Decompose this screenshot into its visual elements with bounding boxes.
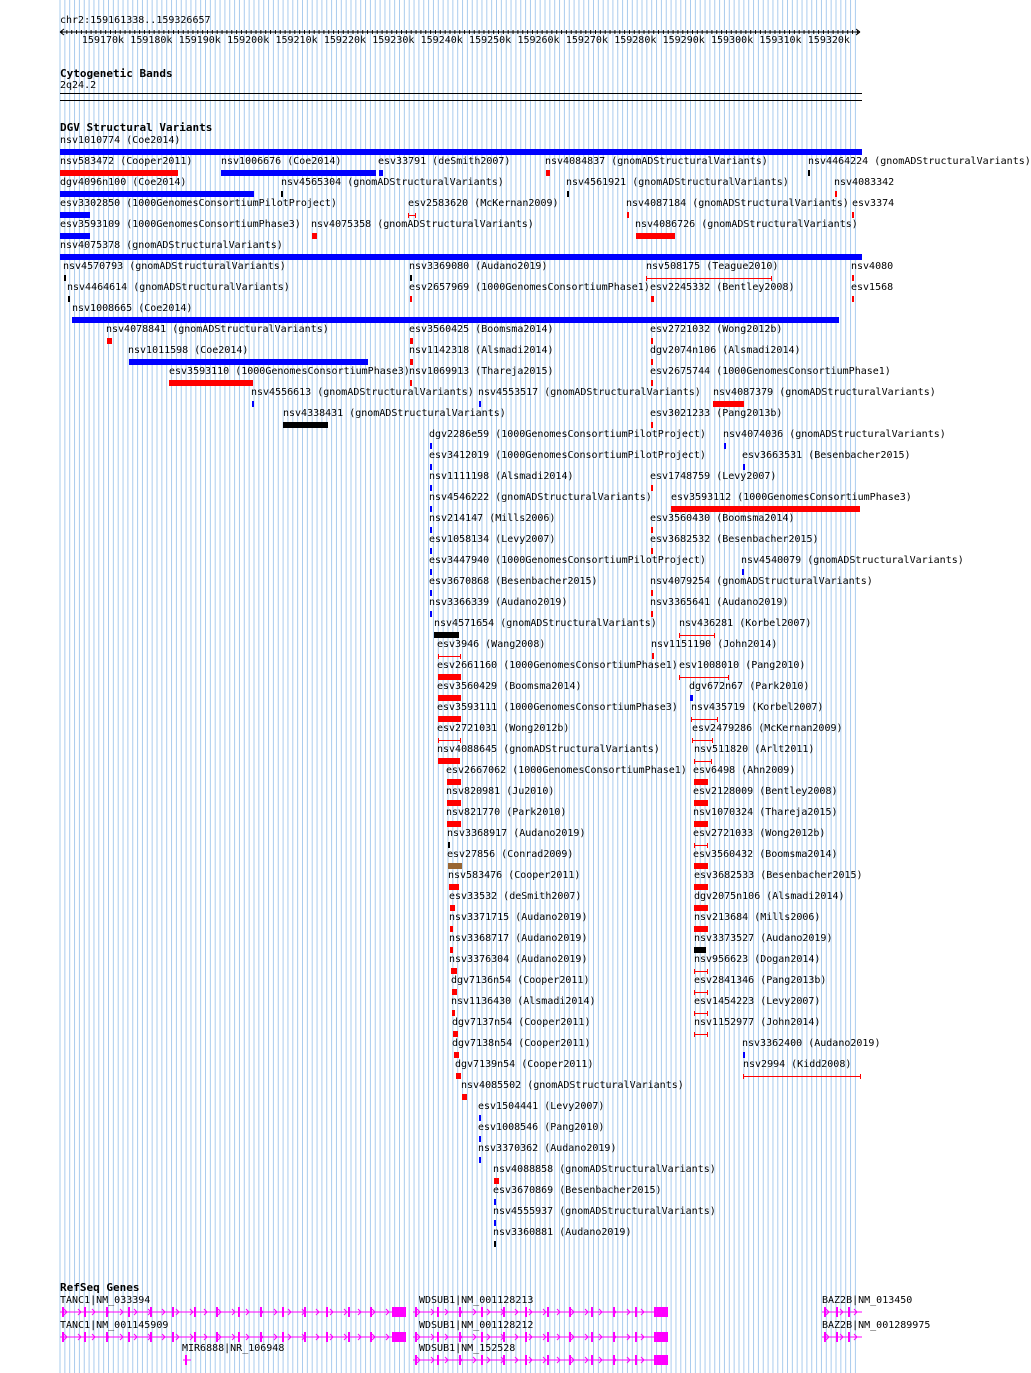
variant-label[interactable]: nsv3368717 (Audano2019) xyxy=(449,933,588,944)
variant-label[interactable]: esv1008546 (Pang2010) xyxy=(478,1122,605,1133)
variant-label[interactable]: esv3021233 (Pang2013b) xyxy=(650,408,783,419)
variant-label[interactable]: nsv1011598 (Coe2014) xyxy=(128,345,249,356)
variant-bar[interactable] xyxy=(410,296,412,302)
variant-bar[interactable] xyxy=(60,191,254,197)
variant-bar[interactable] xyxy=(430,485,432,491)
ruler-tick-label: 159300k xyxy=(711,35,754,46)
variant-label[interactable]: esv3593112 (1000GenomesConsortiumPhase3) xyxy=(671,492,912,503)
variant-label[interactable]: esv1568 xyxy=(851,282,894,293)
variant-label[interactable]: nsv4074036 (gnomADStructuralVariants) xyxy=(723,429,946,440)
variant-label[interactable]: nsv4561921 (gnomADStructuralVariants) xyxy=(566,177,789,188)
variant-bar[interactable] xyxy=(651,611,653,617)
variant-label[interactable]: nsv4083342 xyxy=(834,177,895,188)
ruler-tick-label: 159210k xyxy=(275,35,318,46)
variant-bar[interactable] xyxy=(646,276,772,281)
variant-bar[interactable] xyxy=(627,212,629,218)
variant-label[interactable]: nsv1008665 (Coe2014) xyxy=(72,303,193,314)
coordinate-label: chr2:159161338..159326657 xyxy=(60,15,211,26)
variant-label[interactable]: esv3560425 (Boomsma2014) xyxy=(409,324,554,335)
variant-bar[interactable] xyxy=(808,170,810,176)
gene-model[interactable] xyxy=(822,1306,862,1318)
variant-bar[interactable] xyxy=(438,716,461,722)
variant-label[interactable]: nsv3369080 (Audano2019) xyxy=(409,261,548,272)
variant-label[interactable]: nsv511820 (Arlt2011) xyxy=(694,744,815,755)
variant-label[interactable]: nsv4555937 (gnomADStructuralVariants) xyxy=(493,1206,716,1217)
variant-bar[interactable] xyxy=(494,1199,496,1205)
variant-bar[interactable] xyxy=(430,506,432,512)
gene-model[interactable] xyxy=(60,1331,406,1343)
variant-bar[interactable] xyxy=(450,926,453,932)
variant-bar[interactable] xyxy=(410,359,413,365)
variant-bar[interactable] xyxy=(447,779,461,785)
variant-label[interactable]: esv1058134 (Levy2007) xyxy=(429,534,556,545)
variant-label[interactable]: nsv583476 (Cooper2011) xyxy=(448,870,581,881)
variant-bar[interactable] xyxy=(743,464,745,470)
variant-label[interactable]: esv3374 xyxy=(852,198,895,209)
variant-label[interactable]: nsv821770 (Park2010) xyxy=(446,807,567,818)
ruler-tick-label: 159310k xyxy=(759,35,802,46)
gene-label[interactable]: TANC1|NM_033394 xyxy=(60,1295,151,1306)
variant-label[interactable]: nsv436281 (Korbel2007) xyxy=(679,618,812,629)
variant-label[interactable]: esv2245332 (Bentley2008) xyxy=(650,282,795,293)
variant-bar[interactable] xyxy=(430,443,432,449)
variant-label[interactable]: esv3593110 (1000GenomesConsortiumPhase3) xyxy=(169,366,410,377)
variant-label[interactable]: nsv3370362 (Audano2019) xyxy=(478,1143,617,1154)
variant-bar[interactable] xyxy=(221,170,376,176)
variant-bar[interactable] xyxy=(494,1178,499,1184)
variant-bar[interactable] xyxy=(651,380,653,386)
variant-label[interactable]: esv3682532 (Besenbacher2015) xyxy=(650,534,819,545)
variant-bar[interactable] xyxy=(454,1052,459,1058)
variant-label[interactable]: esv2667062 (1000GenomesConsortiumPhase1) xyxy=(446,765,687,776)
gene-model[interactable] xyxy=(60,1306,406,1318)
ruler-tick-label: 159190k xyxy=(178,35,221,46)
variant-label[interactable]: esv1008010 (Pang2010) xyxy=(679,660,806,671)
variant-bar[interactable] xyxy=(651,338,653,344)
variant-bar[interactable] xyxy=(438,654,461,659)
variant-label[interactable]: nsv4546222 (gnomADStructuralVariants) xyxy=(429,492,652,503)
variant-label[interactable]: nsv4570793 (gnomADStructuralVariants) xyxy=(63,261,286,272)
variant-label[interactable]: esv2583620 (McKernan2009) xyxy=(408,198,559,209)
ruler-tick-label: 159270k xyxy=(565,35,608,46)
variant-bar[interactable] xyxy=(448,842,450,848)
variant-bar[interactable] xyxy=(694,800,708,806)
variant-label[interactable]: esv33791 (deSmith2007) xyxy=(378,156,511,167)
variant-bar[interactable] xyxy=(651,359,653,365)
variant-bar[interactable] xyxy=(694,905,708,911)
variant-bar[interactable] xyxy=(438,758,460,764)
variant-label[interactable]: esv1504441 (Levy2007) xyxy=(478,1101,605,1112)
variant-bar[interactable] xyxy=(852,212,854,218)
variant-bar[interactable] xyxy=(430,527,432,533)
variant-label[interactable]: nsv4088858 (gnomADStructuralVariants) xyxy=(493,1164,716,1175)
variant-label[interactable]: nsv820981 (Ju2010) xyxy=(446,786,555,797)
variant-bar[interactable] xyxy=(694,821,708,827)
variant-bar[interactable] xyxy=(479,1136,481,1142)
variant-label[interactable]: esv3663531 (Besenbacher2015) xyxy=(742,450,911,461)
variant-bar[interactable] xyxy=(679,633,715,638)
ruler-tick-label: 159180k xyxy=(130,35,173,46)
variant-label[interactable]: nsv4075378 (gnomADStructuralVariants) xyxy=(60,240,283,251)
variant-label[interactable]: dgv4096n100 (Coe2014) xyxy=(60,177,187,188)
variant-bar[interactable] xyxy=(452,1010,455,1016)
variant-bar[interactable] xyxy=(450,905,455,911)
variant-label[interactable]: nsv435719 (Korbel2007) xyxy=(691,702,824,713)
variant-label[interactable]: dgv2075n106 (Alsmadi2014) xyxy=(694,891,845,902)
variant-bar[interactable] xyxy=(60,149,862,155)
variant-bar[interactable] xyxy=(651,548,653,554)
variant-label[interactable]: esv2675744 (1000GenomesConsortiumPhase1) xyxy=(650,366,891,377)
track-divider xyxy=(60,100,862,101)
variant-label[interactable]: dgv2286e59 (1000GenomesConsortiumPilotProject) xyxy=(429,429,706,440)
variant-label[interactable]: dgv2074n106 (Alsmadi2014) xyxy=(650,345,801,356)
cytoband-track-title: Cytogenetic Bands xyxy=(60,67,173,80)
variant-bar[interactable] xyxy=(451,968,457,974)
gene-label[interactable]: WDSUB1|NM_001128212 xyxy=(419,1320,534,1331)
variant-label[interactable]: esv3682533 (Besenbacher2015) xyxy=(694,870,863,881)
variant-label[interactable]: nsv583472 (Cooper2011) xyxy=(60,156,193,167)
variant-label[interactable]: nsv4086726 (gnomADStructuralVariants) xyxy=(635,219,858,230)
variant-label[interactable]: esv2661160 (1000GenomesConsortiumPhase1) xyxy=(437,660,678,671)
variant-label[interactable]: esv2657969 (1000GenomesConsortiumPhase1) xyxy=(409,282,650,293)
variant-label[interactable]: esv27856 (Conrad2009) xyxy=(447,849,574,860)
variant-label[interactable]: nsv4080 xyxy=(851,261,894,272)
variant-bar[interactable] xyxy=(438,738,461,743)
ruler-tick-label: 159280k xyxy=(614,35,657,46)
variant-bar[interactable] xyxy=(410,275,412,281)
variant-bar[interactable] xyxy=(447,821,461,827)
variant-label[interactable]: esv3447940 (1000GenomesConsortiumPilotProject) xyxy=(429,555,706,566)
variant-bar[interactable] xyxy=(694,779,708,785)
variant-bar[interactable] xyxy=(438,674,461,680)
variant-label[interactable]: nsv4553517 (gnomADStructuralVariants) xyxy=(478,387,701,398)
variant-label[interactable]: esv3593109 (1000GenomesConsortiumPhase3) xyxy=(60,219,301,230)
variant-bar[interactable] xyxy=(691,717,718,722)
variant-bar[interactable] xyxy=(692,738,713,743)
variant-bar[interactable] xyxy=(68,296,70,302)
ruler-tick-label: 159220k xyxy=(323,35,367,46)
variant-label[interactable]: nsv3376304 (Audano2019) xyxy=(449,954,588,965)
variant-bar[interactable] xyxy=(694,969,708,974)
variant-label[interactable]: nsv508175 (Teague2010) xyxy=(646,261,779,272)
variant-bar[interactable] xyxy=(724,443,726,449)
variant-label[interactable]: nsv4087379 (gnomADStructuralVariants) xyxy=(713,387,936,398)
variant-bar[interactable] xyxy=(169,380,253,386)
variant-bar[interactable] xyxy=(651,485,653,491)
variant-label[interactable]: dgv7136n54 (Cooper2011) xyxy=(451,975,590,986)
variant-bar[interactable] xyxy=(546,170,550,176)
variant-label[interactable]: esv2479286 (McKernan2009) xyxy=(692,723,843,734)
variant-bar[interactable] xyxy=(651,590,653,596)
gene-model[interactable] xyxy=(413,1306,668,1318)
variant-bar[interactable] xyxy=(694,759,712,764)
variant-label[interactable]: nsv1136430 (Alsmadi2014) xyxy=(451,996,596,1007)
variant-label[interactable]: nsv3360881 (Audano2019) xyxy=(493,1227,632,1238)
variant-label[interactable]: nsv4464224 (gnomADStructuralVariants) xyxy=(808,156,1031,167)
variant-label[interactable]: esv6498 (Ahn2009) xyxy=(693,765,796,776)
track-divider xyxy=(60,93,862,94)
variant-label[interactable]: esv2721031 (Wong2012b) xyxy=(437,723,570,734)
variant-label[interactable]: nsv4075358 (gnomADStructuralVariants) xyxy=(311,219,534,230)
ruler-tick-label: 159260k xyxy=(517,35,560,46)
variant-bar[interactable] xyxy=(453,1031,458,1037)
variant-bar[interactable] xyxy=(438,695,461,701)
variant-bar[interactable] xyxy=(671,506,860,512)
variant-bar[interactable] xyxy=(694,1032,708,1037)
variant-label[interactable]: nsv1152977 (John2014) xyxy=(694,1017,821,1028)
variant-label[interactable]: esv3670869 (Besenbacher2015) xyxy=(493,1185,662,1196)
variant-bar[interactable] xyxy=(835,191,837,197)
variant-bar[interactable] xyxy=(430,464,432,470)
variant-label[interactable]: nsv213684 (Mills2006) xyxy=(694,912,821,923)
gene-label[interactable]: BAZ2B|NM_001289975 xyxy=(822,1320,931,1331)
variant-bar[interactable] xyxy=(447,800,461,806)
variant-label[interactable]: esv3560432 (Boomsma2014) xyxy=(693,849,838,860)
variant-bar[interactable] xyxy=(434,632,459,638)
ruler-tick-label: 159240k xyxy=(420,35,463,46)
variant-label[interactable]: nsv4088645 (gnomADStructuralVariants) xyxy=(437,744,660,755)
variant-label[interactable]: esv3560429 (Boomsma2014) xyxy=(437,681,582,692)
variant-bar[interactable] xyxy=(410,338,413,344)
dgv-track-title: DGV Structural Variants xyxy=(60,121,213,134)
variant-bar[interactable] xyxy=(72,317,839,323)
variant-bar[interactable] xyxy=(408,213,416,218)
variant-label[interactable]: nsv1111198 (Alsmadi2014) xyxy=(429,471,574,482)
variant-bar[interactable] xyxy=(312,233,317,239)
variant-bar[interactable] xyxy=(694,926,708,932)
variant-label[interactable]: nsv1010774 (Coe2014) xyxy=(60,135,181,146)
variant-label[interactable]: dgv672n67 (Park2010) xyxy=(689,681,810,692)
gene-model[interactable] xyxy=(183,1354,191,1366)
variant-bar[interactable] xyxy=(379,170,383,176)
variant-bar[interactable] xyxy=(60,254,862,260)
variant-label[interactable]: esv1748759 (Levy2007) xyxy=(650,471,777,482)
variant-bar[interactable] xyxy=(479,1115,481,1121)
variant-bar[interactable] xyxy=(430,590,432,596)
variant-label[interactable]: esv33532 (deSmith2007) xyxy=(449,891,582,902)
variant-label[interactable]: esv3946 (Wang2008) xyxy=(437,639,546,650)
variant-bar[interactable] xyxy=(652,653,654,659)
variant-label[interactable]: nsv4571654 (gnomADStructuralVariants) xyxy=(434,618,657,629)
variant-bar[interactable] xyxy=(651,296,654,302)
variant-label[interactable]: nsv3371715 (Audano2019) xyxy=(449,912,588,923)
variant-label[interactable]: nsv1069913 (Thareja2015) xyxy=(409,366,554,377)
variant-bar[interactable] xyxy=(494,1220,496,1226)
variant-label[interactable]: dgv7138n54 (Cooper2011) xyxy=(452,1038,591,1049)
variant-bar[interactable] xyxy=(694,884,708,890)
variant-bar[interactable] xyxy=(694,990,708,995)
variant-bar[interactable] xyxy=(743,1052,745,1058)
ruler-tick-label: 159170k xyxy=(81,35,125,46)
variant-label[interactable]: esv1454223 (Levy2007) xyxy=(694,996,821,1007)
variant-label[interactable]: nsv2994 (Kidd2008) xyxy=(743,1059,852,1070)
variant-bar[interactable] xyxy=(651,527,653,533)
variant-bar[interactable] xyxy=(450,947,453,953)
variant-label[interactable]: nsv3366339 (Audano2019) xyxy=(429,597,568,608)
variant-bar[interactable] xyxy=(60,170,178,176)
variant-bar[interactable] xyxy=(852,275,854,281)
variant-label[interactable]: nsv3365641 (Audano2019) xyxy=(650,597,789,608)
variant-bar[interactable] xyxy=(479,401,481,407)
variant-bar[interactable] xyxy=(430,548,432,554)
variant-bar[interactable] xyxy=(651,422,653,428)
variant-bar[interactable] xyxy=(694,843,708,848)
variant-bar[interactable] xyxy=(694,1011,708,1016)
variant-bar[interactable] xyxy=(129,359,368,365)
variant-bar[interactable] xyxy=(494,1241,496,1247)
variant-bar[interactable] xyxy=(852,296,854,302)
variant-label[interactable]: esv2721033 (Wong2012b) xyxy=(693,828,826,839)
variant-label[interactable]: esv3412019 (1000GenomesConsortiumPilotProject) xyxy=(429,450,706,461)
gene-model[interactable] xyxy=(822,1331,862,1343)
variant-bar[interactable] xyxy=(281,191,283,197)
variant-bar[interactable] xyxy=(430,569,432,575)
variant-bar[interactable] xyxy=(742,569,744,575)
variant-bar[interactable] xyxy=(567,191,569,197)
variant-label[interactable]: esv3593111 (1000GenomesConsortiumPhase3) xyxy=(437,702,678,713)
variant-label[interactable]: esv3670868 (Besenbacher2015) xyxy=(429,576,598,587)
variant-label[interactable]: dgv7139n54 (Cooper2011) xyxy=(455,1059,594,1070)
variant-bar[interactable] xyxy=(713,401,744,407)
variant-label[interactable]: esv2128009 (Bentley2008) xyxy=(693,786,838,797)
variant-label[interactable]: nsv4338431 (gnomADStructuralVariants) xyxy=(283,408,506,419)
ruler-tick-label: 159320k xyxy=(807,35,850,46)
variant-bar[interactable] xyxy=(252,401,254,407)
variant-bar[interactable] xyxy=(107,338,112,344)
variant-label[interactable]: nsv4540079 (gnomADStructuralVariants) xyxy=(741,555,964,566)
ruler-tick-label: 159250k xyxy=(469,35,512,46)
cytoband-label[interactable]: 2q24.2 xyxy=(60,80,97,91)
variant-label[interactable]: nsv4464614 (gnomADStructuralVariants) xyxy=(67,282,290,293)
variant-label[interactable]: esv2721032 (Wong2012b) xyxy=(650,324,783,335)
variant-label[interactable]: nsv1142318 (Alsmadi2014) xyxy=(409,345,554,356)
variant-label[interactable]: nsv1070324 (Thareja2015) xyxy=(693,807,838,818)
variant-bar[interactable] xyxy=(694,947,706,953)
variant-bar[interactable] xyxy=(410,380,412,386)
gene-label[interactable]: MIR6888|NR_106948 xyxy=(182,1343,285,1354)
variant-label[interactable]: esv3560430 (Boomsma2014) xyxy=(650,513,795,524)
gene-label[interactable]: TANC1|NM_001145909 xyxy=(60,1320,169,1331)
variant-bar[interactable] xyxy=(64,275,66,281)
variant-bar[interactable] xyxy=(479,1157,481,1163)
variant-label[interactable]: nsv3362400 (Audano2019) xyxy=(742,1038,881,1049)
variant-bar[interactable] xyxy=(462,1094,467,1100)
variant-bar[interactable] xyxy=(679,675,729,680)
ruler-tick-label: 159230k xyxy=(372,35,415,46)
variant-label[interactable]: esv3302850 (1000GenomesConsortiumPilotProject) xyxy=(60,198,337,209)
variant-bar[interactable] xyxy=(448,863,462,869)
variant-bar[interactable] xyxy=(60,233,90,239)
variant-bar[interactable] xyxy=(60,212,90,218)
variant-bar[interactable] xyxy=(449,884,459,890)
variant-bar[interactable] xyxy=(430,611,432,617)
variant-label[interactable]: nsv1151190 (John2014) xyxy=(651,639,778,650)
variant-label[interactable]: nsv4565304 (gnomADStructuralVariants) xyxy=(281,177,504,188)
variant-label[interactable]: nsv4084837 (gnomADStructuralVariants) xyxy=(545,156,768,167)
variant-bar[interactable] xyxy=(690,695,693,701)
gene-label[interactable]: WDSUB1|NM_152528 xyxy=(419,1343,516,1354)
refseq-track-title: RefSeq Genes xyxy=(60,1281,140,1294)
ruler-tick-label: 159200k xyxy=(227,35,270,46)
variant-label[interactable]: nsv214147 (Mills2006) xyxy=(429,513,556,524)
ruler-tick-label: 159290k xyxy=(662,35,705,46)
variant-bar[interactable] xyxy=(743,1074,861,1079)
variant-label[interactable]: nsv956623 (Dogan2014) xyxy=(694,954,821,965)
variant-bar[interactable] xyxy=(452,989,457,995)
variant-label[interactable]: nsv4078841 (gnomADStructuralVariants) xyxy=(106,324,329,335)
gene-model[interactable] xyxy=(413,1331,668,1343)
variant-bar[interactable] xyxy=(636,233,675,239)
variant-label[interactable]: nsv4085502 (gnomADStructuralVariants) xyxy=(461,1080,684,1091)
gene-label[interactable]: BAZ2B|NM_013450 xyxy=(822,1295,913,1306)
gene-label[interactable]: WDSUB1|NM_001128213 xyxy=(419,1295,534,1306)
variant-label[interactable]: nsv3368917 (Audano2019) xyxy=(447,828,586,839)
gene-model[interactable] xyxy=(413,1354,668,1366)
variant-label[interactable]: nsv3373527 (Audano2019) xyxy=(694,933,833,944)
variant-label[interactable]: nsv4087184 (gnomADStructuralVariants) xyxy=(626,198,849,209)
variant-bar[interactable] xyxy=(456,1073,461,1079)
variant-label[interactable]: nsv4079254 (gnomADStructuralVariants) xyxy=(650,576,873,587)
variant-label[interactable]: esv2841346 (Pang2013b) xyxy=(694,975,827,986)
variant-bar[interactable] xyxy=(694,863,708,869)
variant-label[interactable]: nsv4556613 (gnomADStructuralVariants) xyxy=(251,387,474,398)
variant-bar[interactable] xyxy=(283,422,328,428)
variant-label[interactable]: nsv1006676 (Coe2014) xyxy=(221,156,342,167)
variant-label[interactable]: dgv7137n54 (Cooper2011) xyxy=(452,1017,591,1028)
